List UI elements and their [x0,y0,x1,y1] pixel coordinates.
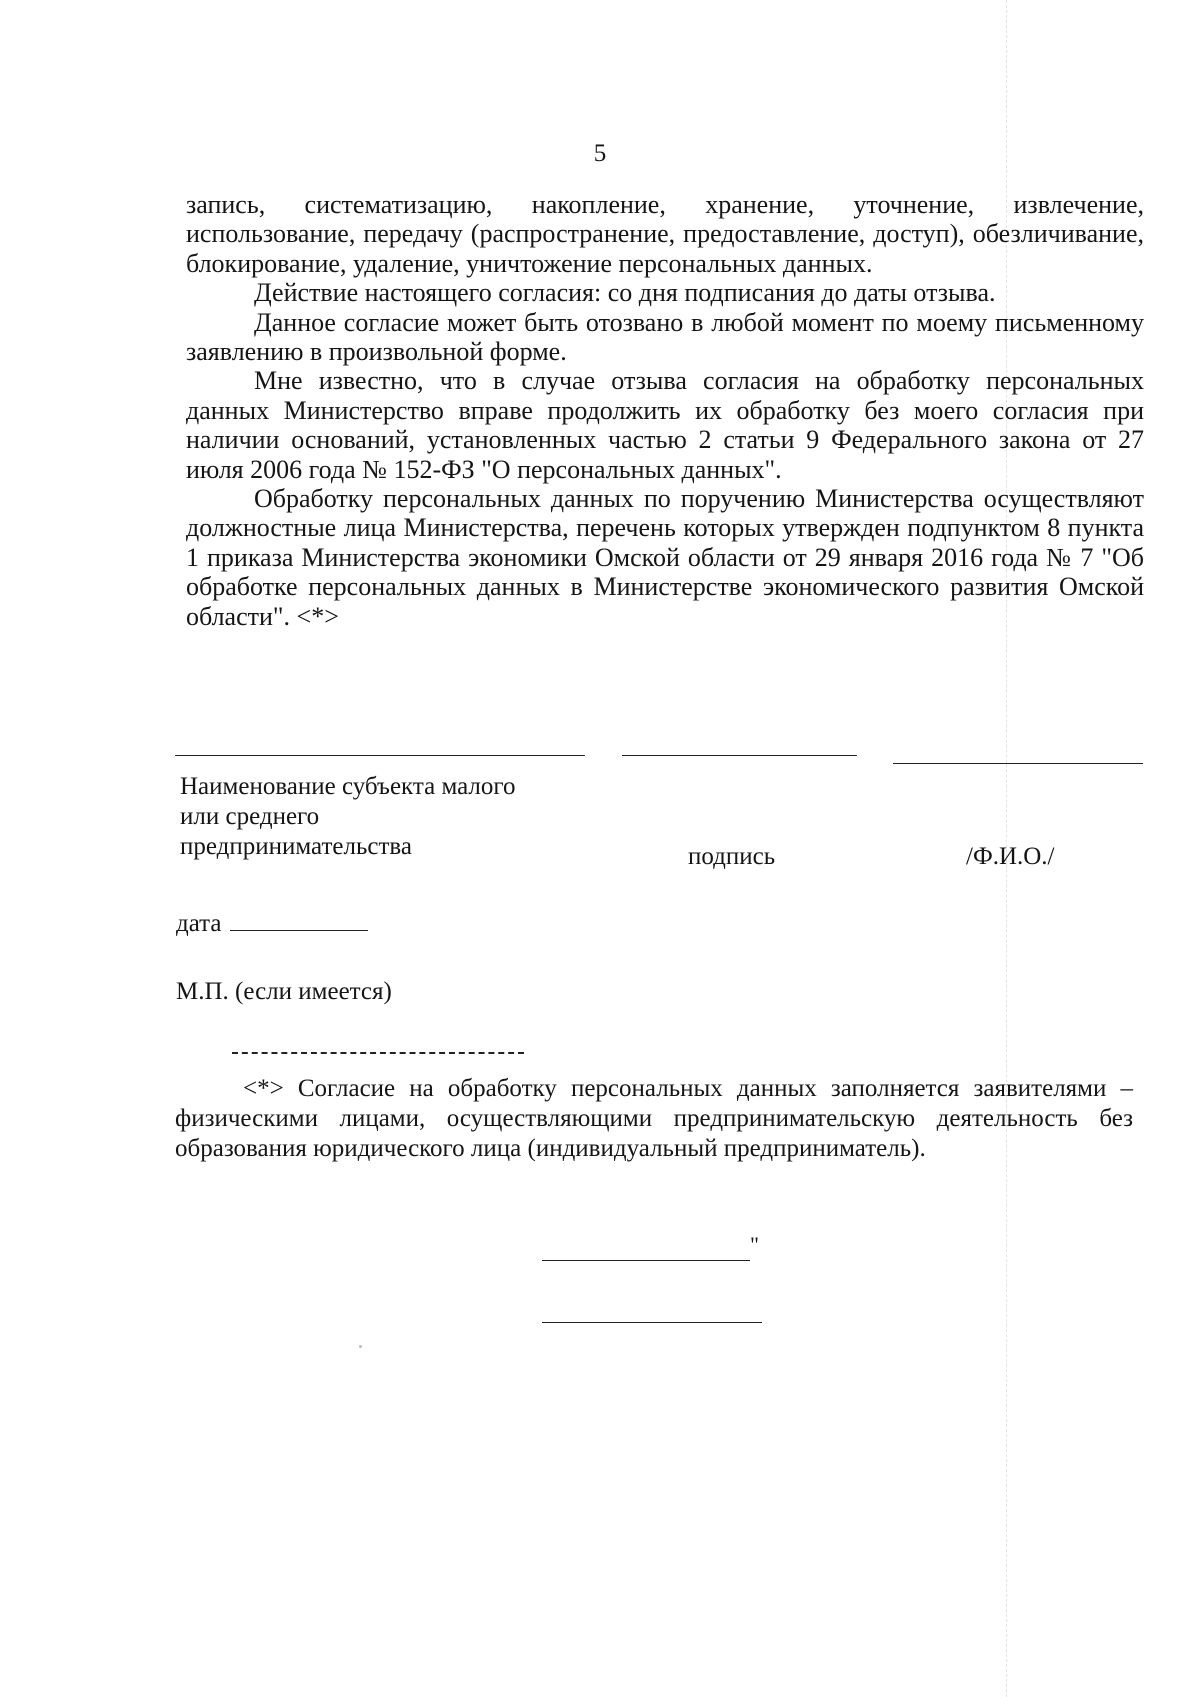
date-label: дата [176,910,222,937]
end-quote-mark: " [750,1232,759,1257]
signature-label: подпись [688,843,776,870]
entity-label: Наименование субъекта малого или среднего предпринимательства [180,773,516,860]
name-label: /Ф.И.О./ [966,843,1055,870]
footnote-text: <*> Согласие на обработку персональных данных заполняется заявителями – физическими лицами, осуществляющими предпринимательскую деятельность без образования юридического лица (индивидуальный предприниматель). [175,1075,1133,1162]
signature-line [622,755,857,756]
paragraph: запись, систематизацию, накопление, хранение, уточнение, извлечение, использование, передачу (распространение, предоставление, доступ), обезличивание, блокирование, удаление, уничтожение персональных данных. [186,190,1144,278]
paragraph: Мне известно, что в случае отзыва согласия на обработку персональных данных Министерство вправе продолжить их обработку без моего согласия при наличии оснований, установленных частью 2 статьи 9 Федерального закона от 27 июля 2006 года № 152-ФЗ "О персональных данных". [186,366,1144,484]
date-row [176,910,368,938]
end-line-bottom [542,1322,762,1323]
footnote [175,1074,1133,1164]
paragraph: Обработку персональных данных по поручению Министерства осуществляют должностные лица Министерства, перечень которых утвержден подпунктом 8 пункта 1 приказа Министерства экономики Омской области от 29 января 2016 года № 7 "Об обработке персональных данных в Министерстве экономического развития Омской области". <*> [186,484,1144,631]
date-blank-line [230,912,368,931]
paragraph: Действие настоящего согласия: со дня подписания до даты отзыва. [254,278,996,308]
seal-label: М.П. (если имеется) [176,978,392,1005]
entity-signature-line [175,755,585,756]
name-signature-line [893,763,1143,764]
paragraph: Данное согласие может быть отозвано в любой момент по моему письменному заявлению в произвольной форме. [186,307,1144,367]
end-line-top [542,1260,750,1261]
page-number: 5 [593,140,607,167]
body-text [186,190,1144,631]
footnote-separator [232,1052,524,1054]
scan-speck [359,1345,362,1348]
